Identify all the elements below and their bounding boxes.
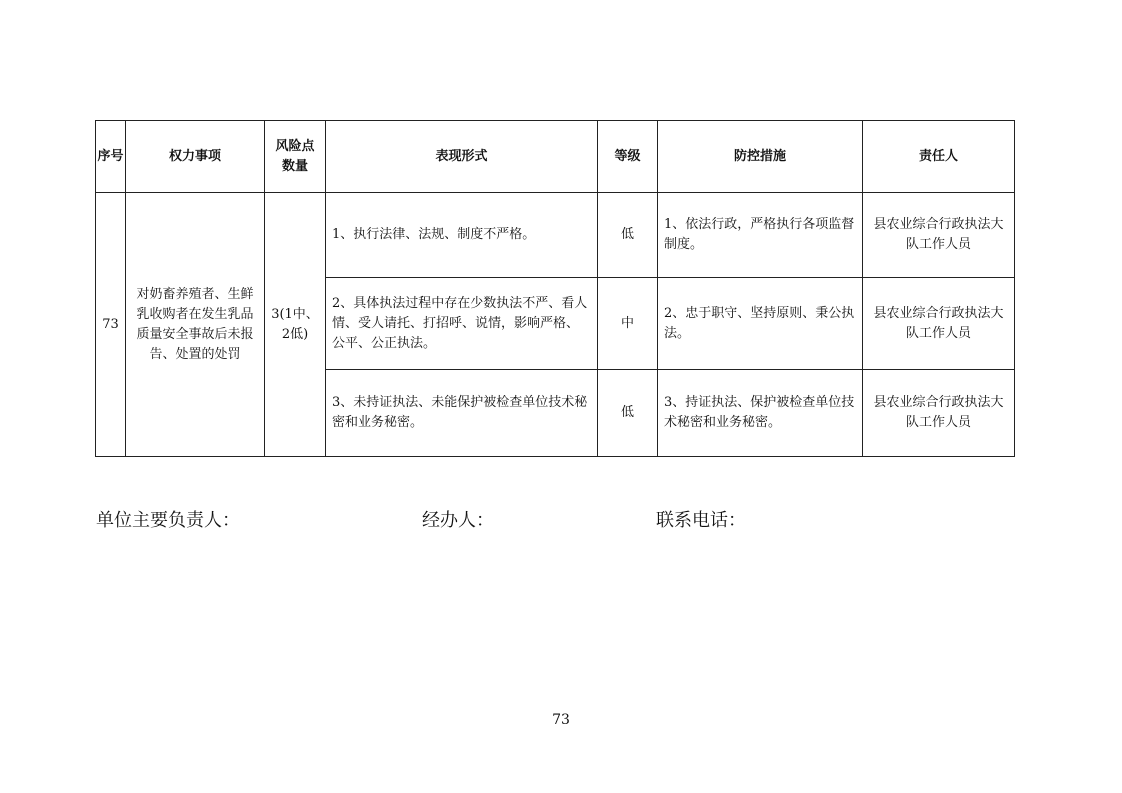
table-row: [96, 193, 1015, 278]
phone-label: 联系电话：: [656, 510, 746, 531]
cell-form: 1、执行法律、法规、制度不严格。: [326, 193, 598, 278]
header-matter: 权力事项: [126, 121, 265, 193]
header-level: 等级: [598, 121, 658, 193]
handler-label: 经办人：: [422, 510, 494, 531]
header-count: 风险点数量: [265, 121, 326, 193]
cell-level: 低: [598, 193, 658, 278]
header-form: 表现形式: [326, 121, 598, 193]
cell-measures: 1、依法行政，严格执行各项监督制度。: [658, 193, 863, 278]
cell-form: 2、具体执法过程中存在少数执法不严、看人情、受人请托、打招呼、说情，影响严格、公平、公正执法。: [326, 278, 598, 370]
cell-person: 县农业综合行政执法大队工作人员: [863, 278, 1015, 370]
header-row: [96, 121, 1015, 193]
cell-no: 73: [96, 193, 126, 457]
cell-person: 县农业综合行政执法大队工作人员: [863, 370, 1015, 457]
cell-form: 3、未持证执法、未能保护被检查单位技术秘密和业务秘密。: [326, 370, 598, 457]
risk-table: [95, 120, 1015, 457]
cell-matter: 对奶畜养殖者、生鲜乳收购者在发生乳品质量安全事故后未报告、处置的处罚: [126, 193, 265, 457]
unit-head-label: 单位主要负责人：: [96, 510, 240, 531]
cell-count: 3(1中、2低): [265, 193, 326, 457]
cell-measures: 3、持证执法、保护被检查单位技术秘密和业务秘密。: [658, 370, 863, 457]
cell-measures: 2、忠于职守、坚持原则、秉公执法。: [658, 278, 863, 370]
header-measures: 防控措施: [658, 121, 863, 193]
cell-level: 中: [598, 278, 658, 370]
header-person: 责任人: [863, 121, 1015, 193]
header-no: 序号: [96, 121, 126, 193]
cell-person: 县农业综合行政执法大队工作人员: [863, 193, 1015, 278]
page-number: 73: [552, 712, 570, 728]
cell-level: 低: [598, 370, 658, 457]
